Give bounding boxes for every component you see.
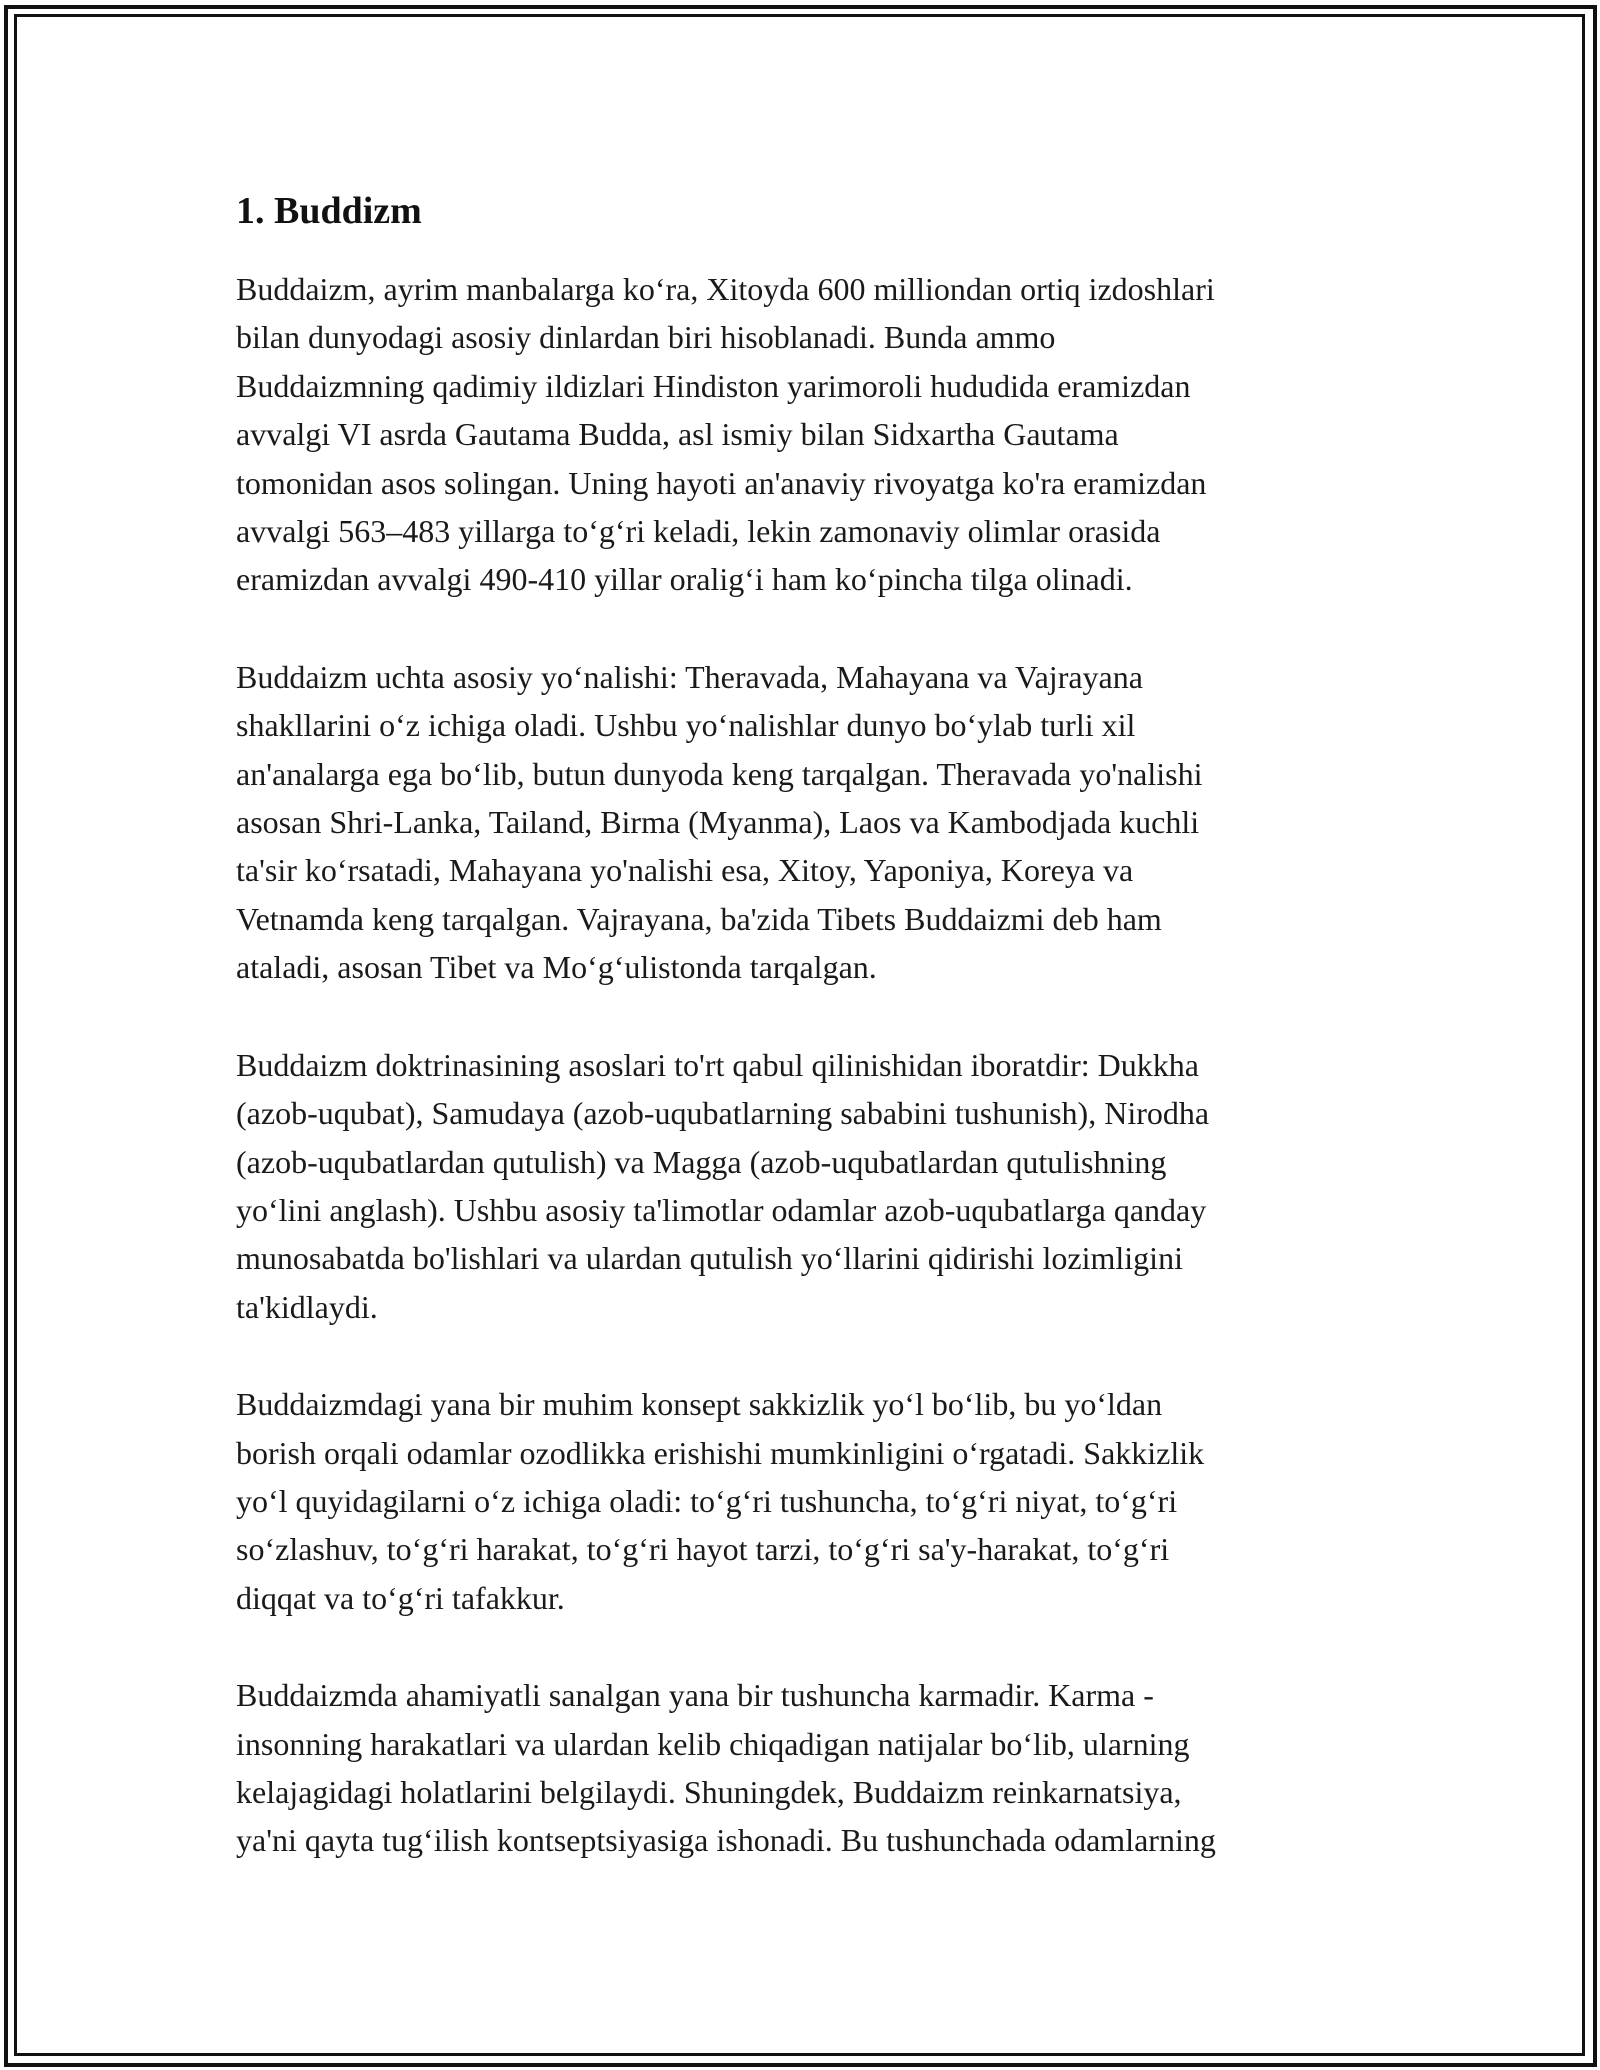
paragraph-2: Buddaizm uchta asosiy yo‘nalishi: Theravada, Mahayana va Vajrayana shakllarini o‘z ichiga oladi. Ushbu yo‘nalishlar dunyo bo‘ylab turli xil an'analarga ega bo‘lib, butun dunyoda keng tarqalgan. Theravada yo'nalishi asosan Shri-Lanka, Tailand, Birma (Myanma), Laos va Kambodjada kuchli ta'sir ko‘rsatadi, Mahayana yo'nalishi esa, Xitoy, Yaponiya, Koreya va Vetnamda keng tarqalgan. Vajrayana, ba'zida Tibets Buddaizmi deb ham ataladi, asosan Tibet va Mo‘g‘ulistonda tarqalgan.: [236, 658, 1203, 986]
paragraph-1: Buddaizm, ayrim manbalarga ko‘ra, Xitoyda 600 milliondan ortiq izdoshlari bilan dunyodagi asosiy dinlardan biri hisoblanadi. Bunda ammo Buddaizmning qadimiy ildizlari Hindiston yarimoroli hududida eramizdan avvalgi VI asrda Gautama Budda, asl ismiy bilan Sidxartha Gautama tomonidan asos solingan. Uning hayoti an'anaviy rivoyatga ko'ra eramizdan avvalgi 563–483 yillarga to‘g‘ri keladi, lekin zamonaviy olimlar orasida eramizdan avvalgi 490-410 yillar oralig‘i ham ko‘pincha tilga olinadi.: [236, 271, 1215, 598]
paragraph-4: Buddaizmdagi yana bir muhim konsept sakkizlik yo‘l bo‘lib, bu yo‘ldan borish orqali odamlar ozodlikka erishishi mumkinligini o‘rgatadi. Sakkizlik yo‘l quyidagilarni o‘z ichiga oladi: to‘g‘ri tushuncha, to‘g‘ri niyat, to‘g‘ri so‘zlashuv, to‘g‘ri harakat, to‘g‘ri hayot tarzi, to‘g‘ri sa'y-harakat, to‘g‘ri diqqat va to‘g‘ri tafakkur.: [236, 1386, 1205, 1616]
paragraph-3: Buddaizm doktrinasining asoslari to'rt qabul qilinishidan iboratdir: Dukkha (azob-uqubat), Samudaya (azob-uqubatlarning sababini tushunish), Nirodha (azob-uqubatlardan qutulish) va Magga (azob-uqubatlardan qutulishning yo‘lini anglash). Ushbu asosiy ta'limotlar odamlar azob-uqubatlarga qanday munosabatda bo'lishlari va ulardan qutulish yo‘llarini qidirishi lozimligini ta'kidlaydi.: [236, 1046, 1210, 1325]
section-heading: 1. Buddizm: [236, 190, 422, 232]
paragraph-5: Buddaizmda ahamiyatli sanalgan yana bir tushuncha karmadir. Karma - insonning harakatlari va ulardan kelib chiqadigan natijalar bo‘lib, ularning kelajagidagi holatlarini belgilaydi. Shuningdek, Buddaizm reinkarnatsiya, ya'ni qayta tug‘ilish kontseptsiyasiga ishonadi. Bu tushunchada odamlarning: [236, 1677, 1216, 1859]
document-body: [236, 187, 1386, 1914]
